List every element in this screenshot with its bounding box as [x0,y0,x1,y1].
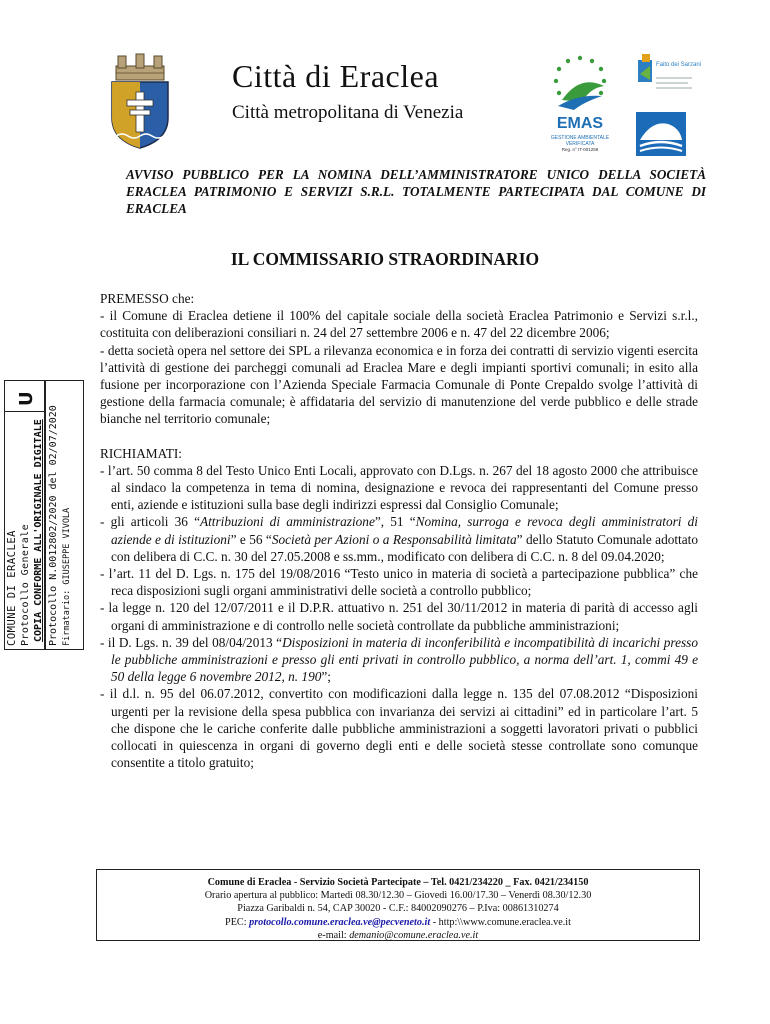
richiamati-item: - la legge n. 120 del 12/07/2011 e il D.P.R. attuativo n. 251 del 30/11/2012 in materia di parità di accesso agli organi di amministrazione e di controllo nelle società controllate da pubbliche amministrazioni; [100,600,698,633]
stamp-copia-conforme: COPIA CONFORME ALL'ORIGINALE DIGITALE [33,419,44,642]
svg-text:Reg. n° IT-001258: Reg. n° IT-001258 [561,147,599,152]
protocol-stamp [4,380,82,648]
svg-text:VERIFICATA: VERIFICATA [565,141,595,147]
faito-logo [636,52,702,100]
footer-contact-box [96,869,700,941]
notice-title: AVVISO PUBBLICO PER LA NOMINA DELL’AMMINISTRATORE UNICO DELLA SOCIETÀ ERACLEA PATRIMONIO E SERVIZI S.R.L. TOTALMENTE PARTECIPATA DAL COMUNE DI ERACLEA [126,167,706,216]
footer-address-line: Piazza Garibaldi n. 54, CAP 30020 - C.F.: 84002090276 – P.Iva: 00861310274 [237,903,559,915]
richiamati-item: - il d.l. n. 95 del 06.07.2012, convertito con modificazioni dalla legge n. 135 del 07.08.2012 “Disposizioni urgenti per la revisione della spesa pubblica con invarianza dei servizi ai cittadini” ed in particolare l’art. 5 che dispone che le cariche conferite dalle pubbliche amministrazioni a soggetti lavoratori privati o pubblici collocati in quiescenza in organi di governo degli enti e delle società stesse controllate sono comunque consentite a titolo gratuito; [100,686,698,771]
email-link[interactable]: demanio@comune.eraclea.ve.it [349,929,479,941]
city-title: Città di Eraclea [232,58,440,94]
footer-hours-line: Orario apertura al pubblico: Martedì 08.30/12.30 – Giovedì 16.00/17.30 – Venerdì 08.30/12.30 [204,890,592,902]
footer-pec-line: PEC: protocollo.comune.eraclea.ve@pecveneto.it - http:\\www.comune.eraclea.ve.it [225,916,571,928]
stamp-protocollo-generale: Protocollo Generale [20,524,31,646]
city-subtitle: Città metropolitana di Venezia [232,102,464,123]
footer-office-line: Comune di Eraclea - Servizio Società Partecipate – Tel. 0421/234220 _ Fax. 0421/234150 [207,877,589,888]
premesso-label: PREMESSO che: [100,291,195,306]
richiamati-item: - gli articoli 36 “Attribuzioni di amministrazione”, 51 “Nomina, surroga e revoca degli amministratori di aziende e di istituzioni” e 56 “Società per Azioni o a Responsabilità limitata” dello Statuto Comunale adottato con delibera di C.C. n. 30 del 27.05.2008 e ss.mm., modificato con delibera di C.C. n. 8 del 09.04.2020; [100,514,698,564]
body-text [100,290,698,771]
svg-text:Faito dei Sarzani: Faito dei Sarzani [656,62,702,68]
commissario-heading: IL COMMISSARIO STRAORDINARIO [230,249,540,269]
richiamati-label: RICHIAMATI: [100,445,182,461]
stamp-comune: COMUNE DI ERACLEA [6,530,18,646]
stamp-signer: Firmatario: GIUSEPPE VIVOLA [62,507,72,646]
stamp-letter: U [16,391,37,406]
svg-text:GESTIONE AMBIENTALE: GESTIONE AMBIENTALE [550,135,610,141]
emas-logo [540,50,620,158]
premesso-item: - il Comune di Eraclea detiene il 100% del capitale sociale della società Eraclea Patrimonio e Servizi s.r.l., costituita con deliberazioni consiliari n. 24 del 27 settembre 2006 e n. 47 del 22 dicembre 2006; [100,308,698,341]
richiamati-item: - l’art. 50 comma 8 del Testo Unico Enti Locali, approvato con D.Lgs. n. 267 del 18 agosto 2000 che attribuisce al sindaco la competenza in tema di nomina, designazione e revoca dei rappresentanti del Comune presso enti, aziende e istituzioni sulla base degli indirizzi espressi dal Consiglio Comunale; [100,462,698,513]
blue-flag-logo [634,110,688,158]
premesso-item: - detta società opera nel settore dei SPL a rilevanza economica e in forza dei contratti di servizio vigenti esercita l’attività di gestione dei parcheggi comunali ad Eraclea Mare e degli impianti sportivi comunali; in esito alla fusione per incorporazione con l’Azienda Speciale Farmacia Comunale di Ponte Crepaldo svolge l’attività di gestione della farmacia comunale; è affidataria del servizio di manutenzione del verde pubblico e delle strade bianche nel territorio comunale; [100,342,698,427]
richiamati-item: - l’art. 11 del D. Lgs. n. 175 del 19/08/2016 “Testo unico in materia di società a partecipazione pubblica” che reca disposizioni sugli organi amministrativi delle società a controllo pubblico; [100,566,698,599]
svg-text:EMAS: EMAS [556,115,604,132]
city-crest-logo [106,52,174,152]
stamp-protocol-number: Protocollo N.0012802/2020 del 02/07/2020 [48,405,59,646]
website-link[interactable]: - http:\\www.comune.eraclea.ve.it [430,916,571,928]
footer-email-line: e-mail: demanio@comune.eraclea.ve.it [317,929,479,941]
pec-email-link[interactable]: protocollo.comune.eraclea.ve@pecveneto.it [249,916,431,928]
richiamati-item: - il D. Lgs. n. 39 del 08/04/2013 “Disposizioni in materia di inconferibilità e incompatibilità di incarichi presso le pubbliche amministrazioni e presso gli enti privati in controllo pubblico, a norma dell’art. 1, commi 49 e 50 della legge 6 novembre 2012, n. 190”; [100,634,698,685]
